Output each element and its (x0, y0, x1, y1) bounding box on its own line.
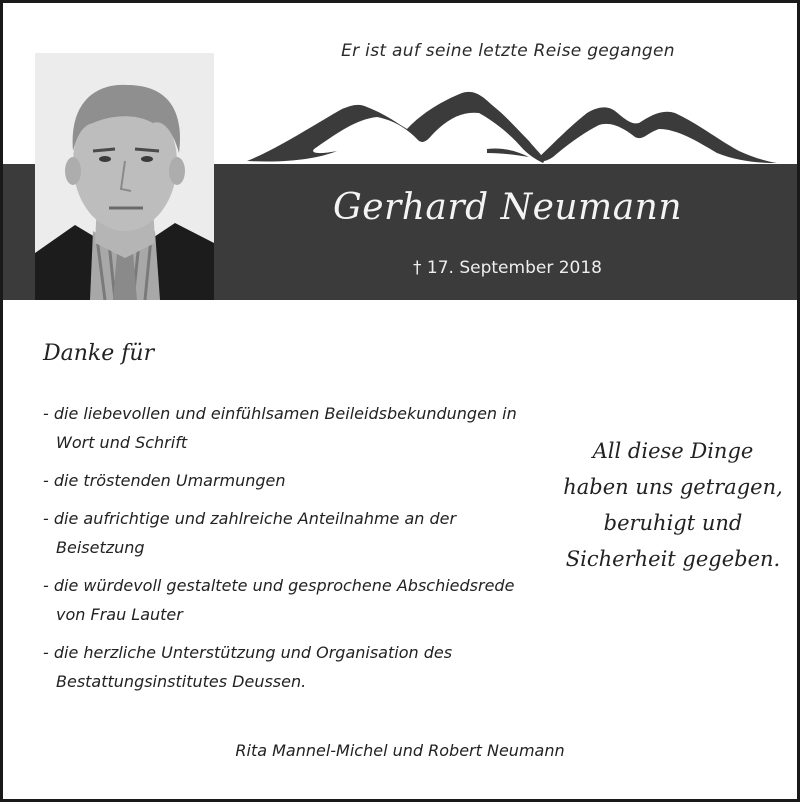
quote-line: haben uns getragen, (563, 475, 783, 499)
quote-line: beruhigt und (603, 511, 743, 535)
list-item: - die würdevoll gestaltete und gesprochene Abschiedsrede von Frau Lauter (43, 576, 515, 624)
signature: Rita Mannel-Michel und Robert Neumann (235, 741, 565, 760)
list-item: - die herzliche Unterstützung und Organisation des Bestattungsinstitutes Deussen. (43, 643, 453, 691)
list-item: - die tröstenden Umarmungen (43, 471, 286, 490)
thanks-heading: Danke für (43, 341, 155, 366)
quote-line: All diese Dinge (592, 439, 754, 463)
quote-line: Sicherheit gegeben. (565, 547, 781, 571)
thanks-list (43, 399, 543, 705)
subtitle: Er ist auf seine letzte Reise gegangen (341, 41, 675, 61)
portrait-photo (35, 53, 214, 300)
portrait-icon (35, 53, 214, 300)
list-item: - die liebevollen und einfühlsamen Beileidsbekundungen in Wort und Schrift (43, 404, 517, 452)
quote (548, 433, 798, 577)
list-item: - die aufrichtige und zahlreiche Anteilnahme an der Beisetzung (43, 509, 457, 557)
deceased-name: Gerhard Neumann (332, 187, 683, 228)
death-date: † 17. September 2018 (413, 258, 602, 278)
mountain-silhouette-icon (247, 89, 777, 165)
